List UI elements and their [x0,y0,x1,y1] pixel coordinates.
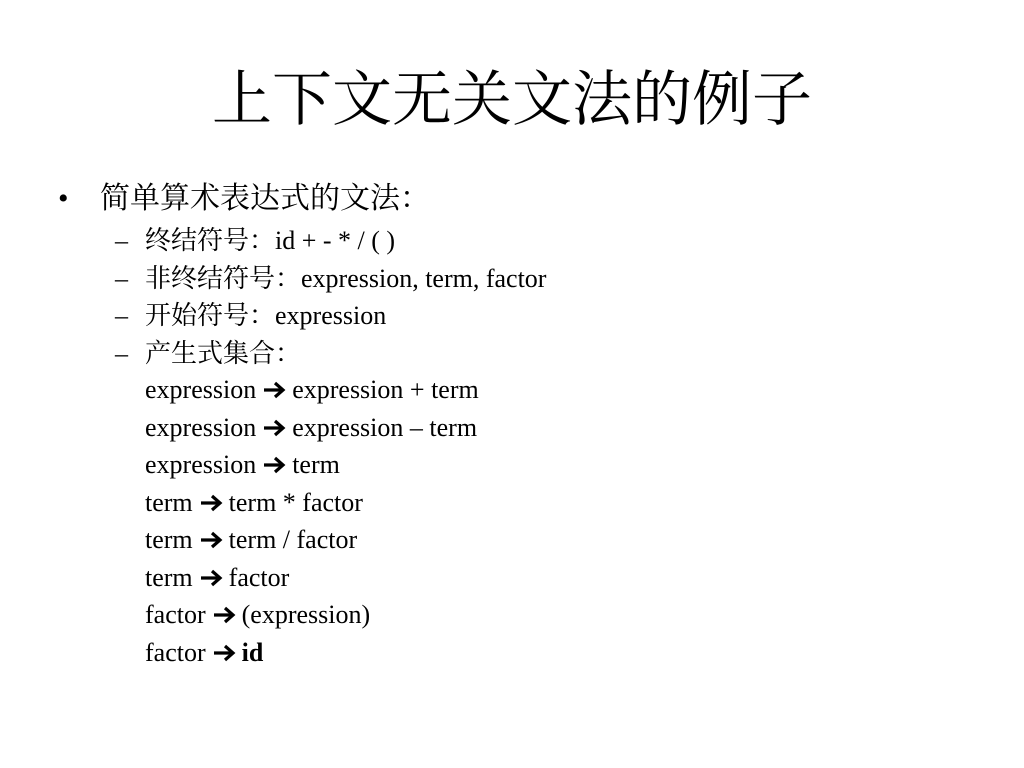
right-arrow-icon [199,530,225,550]
production-lhs: expression [145,412,257,442]
production-rhs: expression – term [292,412,478,442]
right-arrow-icon [262,455,288,475]
slide-title: 上下文无关文法的例子 [212,67,812,133]
production-rule [145,521,479,559]
sub-item-start-symbol [115,297,546,335]
sub-item-terminals [115,222,546,260]
dash-icon: – [115,338,128,368]
sub-item-nonterminals [115,260,546,298]
production-lhs: expression [145,450,257,479]
production-lhs: expression [145,375,257,404]
dash-icon: – [115,226,128,255]
right-arrow-icon [212,605,238,625]
production-lhs: term [145,562,193,592]
production-rhs: term [292,450,340,479]
sub-item-text: 非终结符号：expression, term, factor [145,263,547,293]
sub-item-productions [115,335,546,373]
sub-item-text: 终结符号：id + - * / ( ) [145,226,396,255]
main-bullet [58,180,430,218]
production-rule [145,484,479,522]
sub-item-text: 产生式集合： [145,338,302,368]
production-rule [145,371,479,409]
production-rhs: expression + term [292,375,479,404]
right-arrow-icon [262,418,288,438]
production-list [145,371,479,671]
dash-icon: – [115,263,128,293]
production-rhs: factor [228,562,290,592]
production-rule [145,634,479,672]
production-lhs: term [145,487,193,517]
production-rule [145,409,479,447]
right-arrow-icon [212,643,238,663]
production-rhs: (expression) [241,600,371,629]
production-rhs: term / factor [228,525,358,554]
production-rule [145,446,479,484]
production-lhs: term [145,525,193,554]
right-arrow-icon [262,380,288,400]
bullet-icon: • [58,182,69,215]
dash-icon: – [115,301,128,330]
sub-item-text: 开始符号：expression [145,301,387,330]
production-rule [145,559,479,597]
right-arrow-icon [199,568,225,588]
production-rhs: term * factor [228,487,363,517]
production-rule [145,596,479,634]
sub-list [115,222,546,372]
production-lhs: factor [145,637,206,667]
right-arrow-icon [199,493,225,513]
main-bullet-text: 简单算术表达式的文法： [100,182,430,215]
production-lhs: factor [145,600,206,629]
production-rhs: id [241,637,264,667]
